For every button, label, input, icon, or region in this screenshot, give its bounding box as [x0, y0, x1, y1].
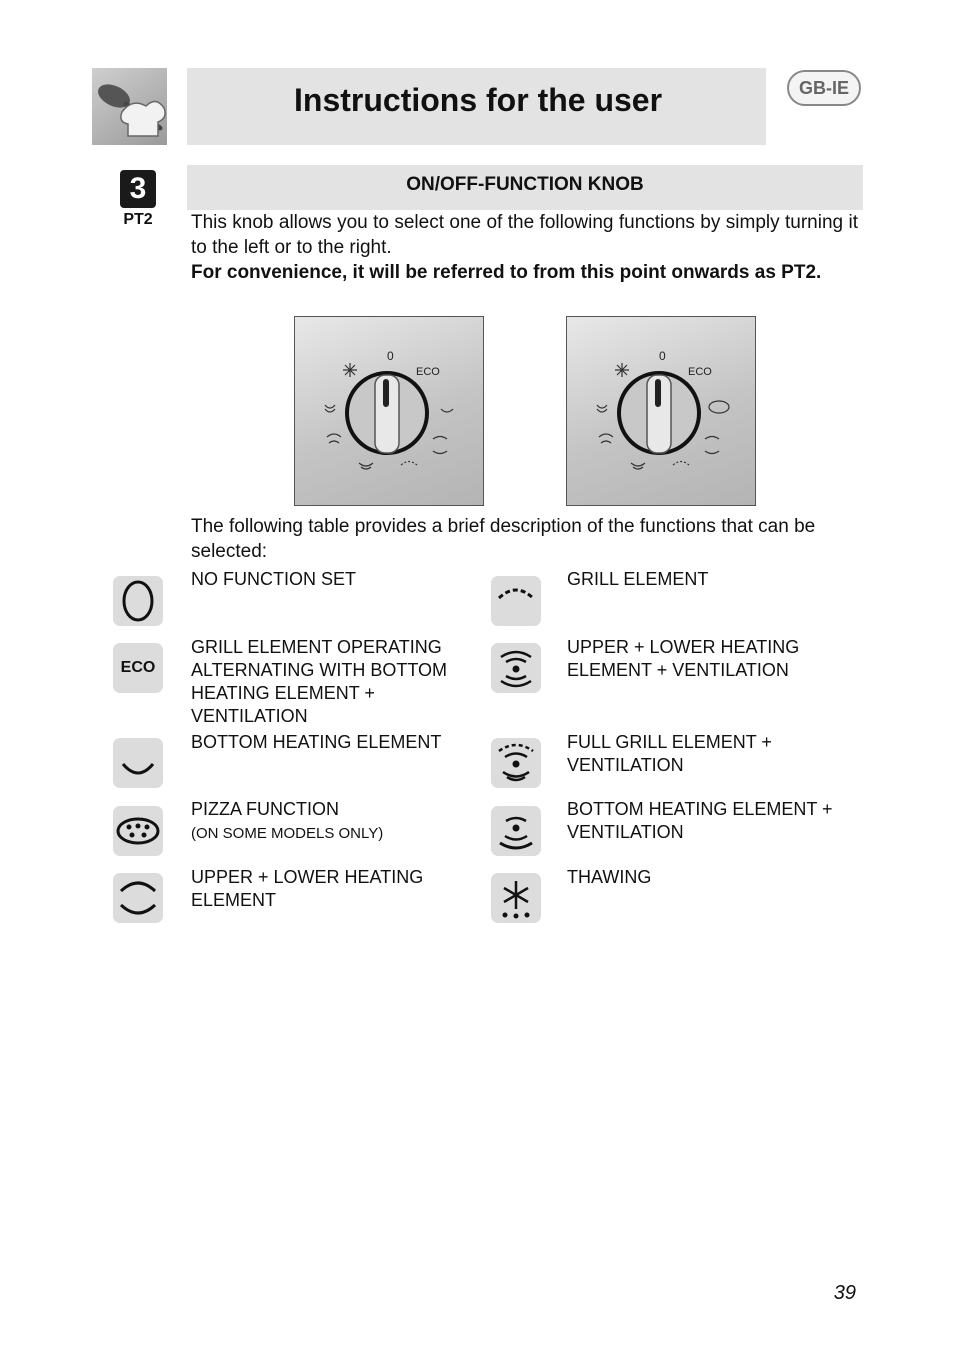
upper-lower-heating-icon — [113, 873, 163, 923]
chef-logo — [92, 68, 167, 145]
pizza-icon — [113, 806, 163, 856]
upper-lower-fan-icon — [491, 643, 541, 693]
grill-element-icon — [491, 576, 541, 626]
function-label: GRILL ELEMENT — [567, 569, 709, 589]
function-label: FULL GRILL ELEMENT + VENTILATION — [567, 732, 772, 775]
page-number: 39 — [833, 1282, 856, 1304]
knob-label-eco: ECO — [688, 366, 712, 378]
function-label — [191, 798, 461, 845]
knob-illustration-1 — [294, 316, 484, 506]
bottom-fan-icon — [491, 806, 541, 856]
table-intro-paragraph: The following table provides a brief description of the functions that can be selected: — [191, 516, 816, 562]
bottom-heating-icon — [113, 738, 163, 788]
function-label: UPPER + LOWER HEATING ELEMENT + VENTILATION — [567, 637, 800, 680]
section-heading: ON/OFF-FUNCTION KNOB — [406, 174, 644, 195]
off-circle-icon — [113, 576, 163, 626]
full-grill-fan-icon — [491, 738, 541, 788]
eco-icon-text: ECO — [120, 659, 156, 676]
knob-illustration-2 — [566, 316, 756, 506]
knob-label-off: 0 — [387, 349, 394, 363]
function-label: THAWING — [567, 867, 652, 887]
function-label: UPPER + LOWER HEATING ELEMENT — [191, 867, 424, 910]
function-label: GRILL ELEMENT OPERATING ALTERNATING WITH BOTTOM HEATING ELEMENT + VENTILATION — [191, 637, 447, 726]
function-label-main: PIZZA FUNCTION — [191, 799, 339, 819]
function-label: NO FUNCTION SET — [191, 569, 356, 589]
function-label: BOTTOM HEATING ELEMENT + VENTILATION — [567, 799, 833, 842]
knob-label-off: 0 — [659, 349, 666, 363]
knob-label-eco: ECO — [416, 366, 440, 378]
eco-icon — [113, 643, 163, 693]
function-label: BOTTOM HEATING ELEMENT — [191, 732, 442, 752]
page-title: Instructions for the user — [294, 82, 663, 118]
thawing-snowflake-icon — [491, 873, 541, 923]
convenience-paragraph: For convenience, it will be referred to from this point onwards as PT2. — [191, 262, 822, 283]
function-note: (ON SOME MODELS ONLY) — [191, 825, 384, 842]
language-badge: GB-IE — [787, 70, 861, 106]
section-number: 3 — [120, 170, 156, 208]
chef-hat-spoon-icon — [92, 68, 167, 145]
intro-paragraph: This knob allows you to select one of the following functions by simply turning it to the left or to the right. — [191, 212, 858, 258]
section-code: PT2 — [123, 211, 153, 228]
